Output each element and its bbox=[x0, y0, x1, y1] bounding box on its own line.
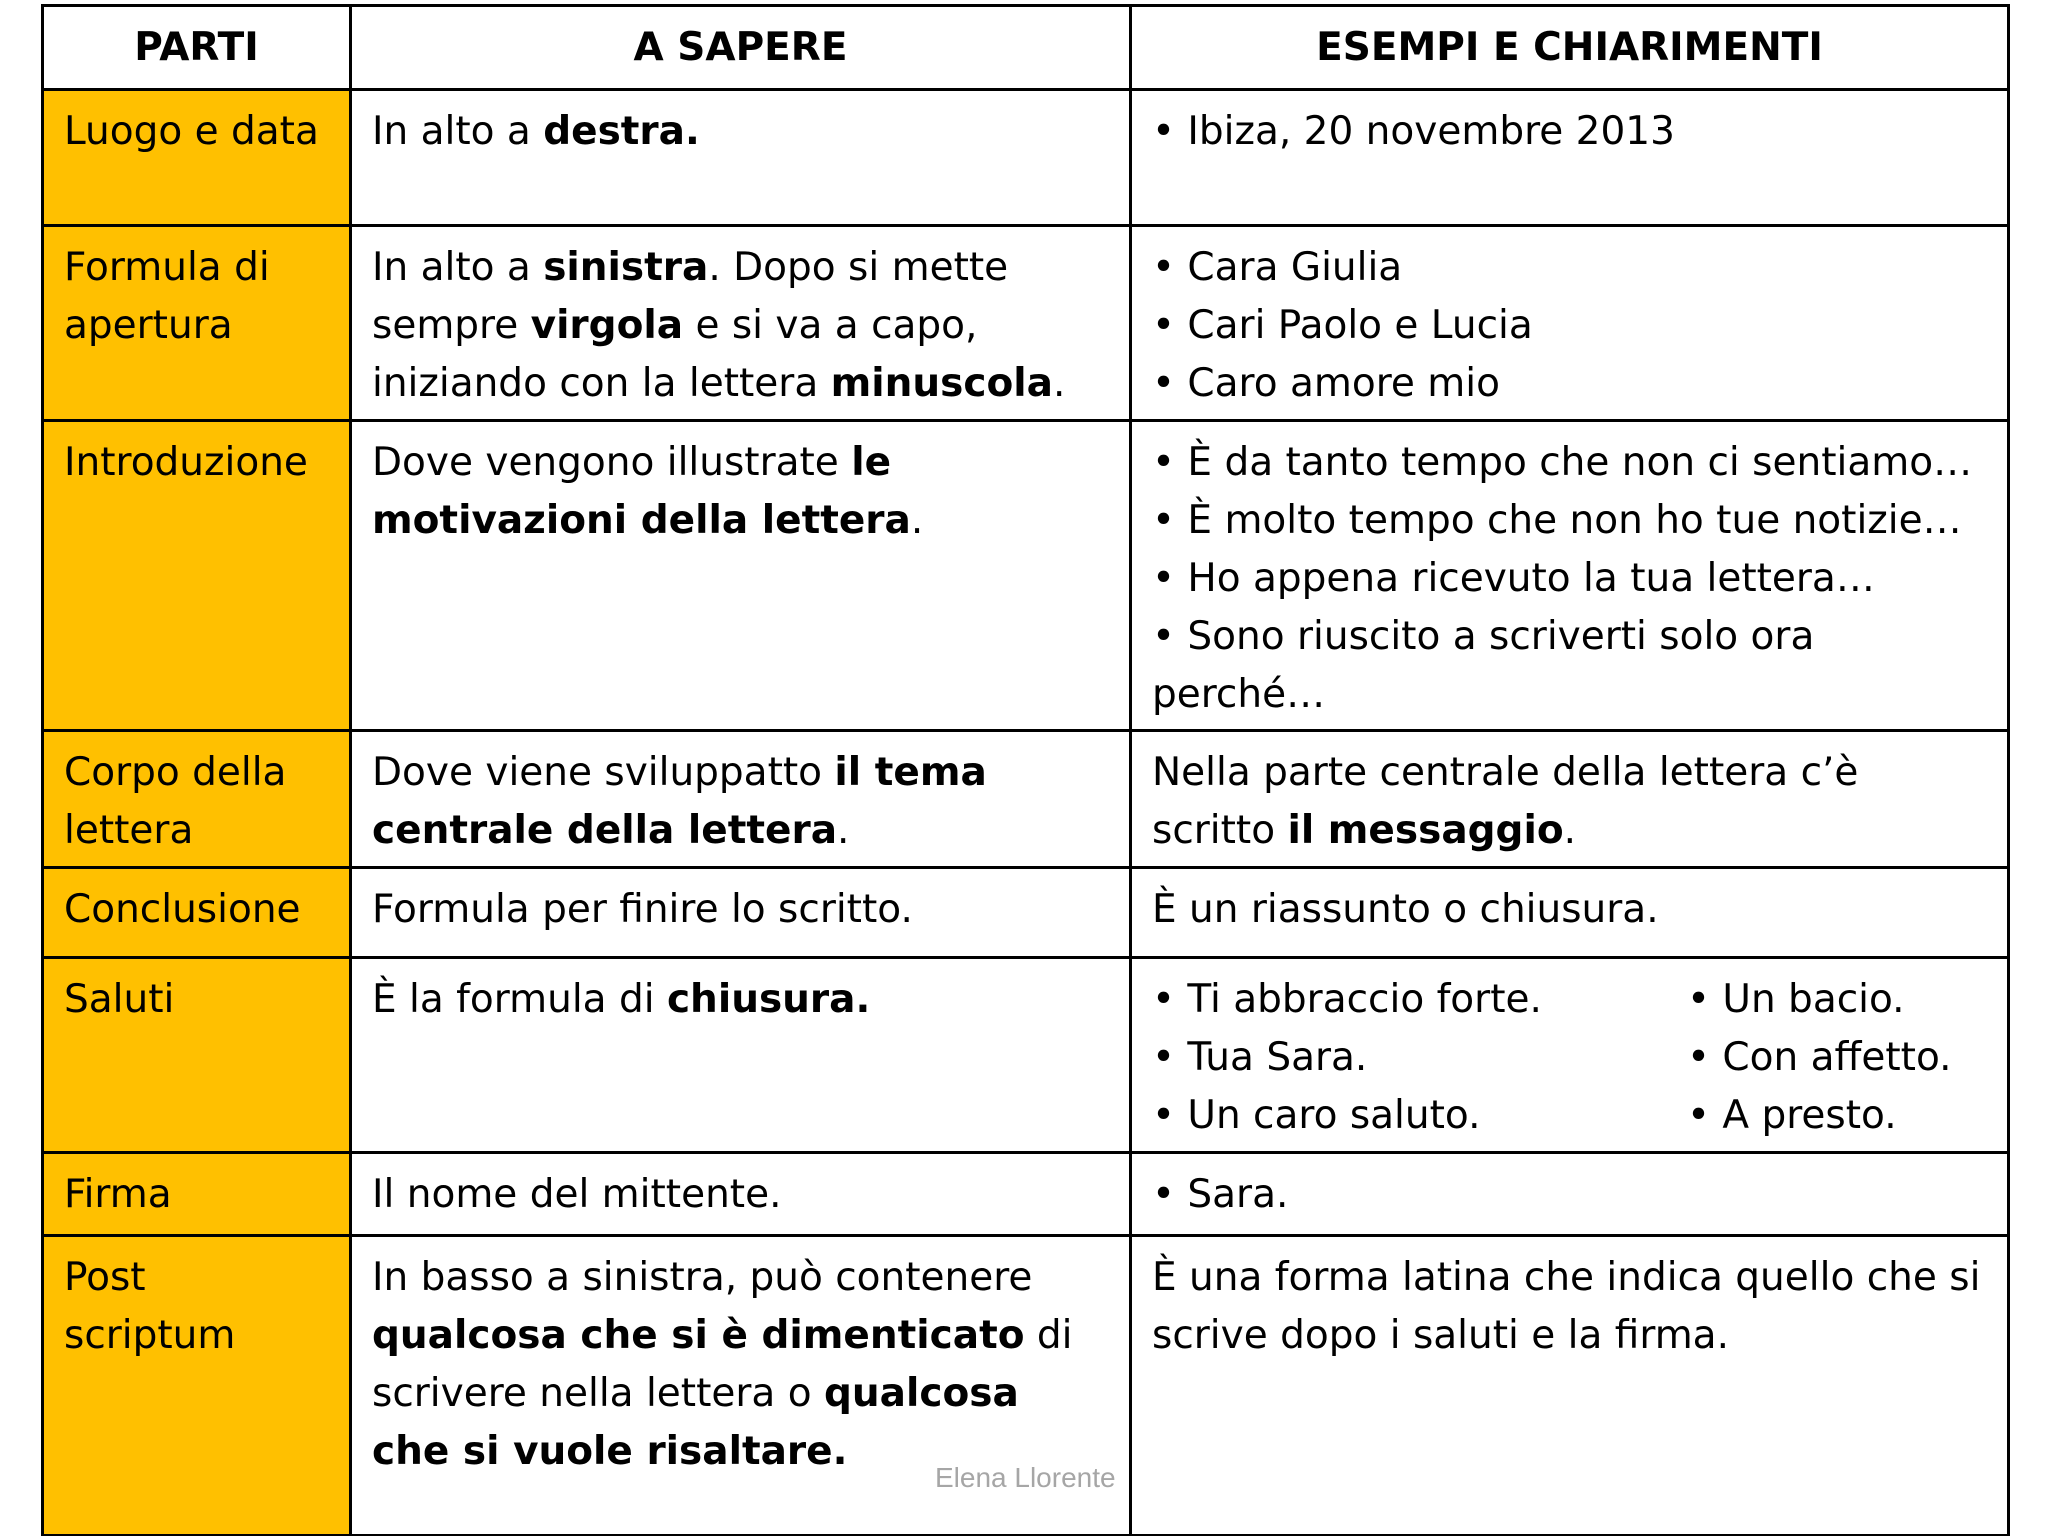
bold-text: le motivazioni della lettera bbox=[372, 440, 911, 543]
text-run: Formula per finire lo scritto. bbox=[372, 887, 913, 932]
part-cell: Luogo e data bbox=[43, 90, 351, 226]
example-line: • Un bacio. bbox=[1687, 977, 1905, 1022]
row-firma bbox=[43, 1153, 2009, 1236]
text-run: Il nome del mittente. bbox=[372, 1172, 782, 1217]
esempi-cell bbox=[1131, 868, 2009, 958]
example-line: • È da tanto tempo che non ci sentiamo… bbox=[1152, 440, 1973, 485]
part-cell: Introduzione bbox=[43, 421, 351, 731]
text-run: Dove vengono illustrate bbox=[372, 440, 852, 485]
bold-text: qualcosa che si vuole risaltare. bbox=[372, 1371, 1019, 1474]
sapere-cell bbox=[351, 90, 1131, 226]
bold-text: virgola bbox=[530, 303, 684, 348]
watermark: Elena Llorente bbox=[935, 1462, 1116, 1493]
example-line: • Sono riuscito a scriverti solo ora bbox=[1152, 614, 1815, 659]
sapere-cell bbox=[351, 421, 1131, 731]
text-run: . bbox=[1052, 361, 1066, 406]
saluti-left-list bbox=[1152, 971, 1672, 1145]
text-run: In basso a sinistra, può contenere bbox=[372, 1255, 1033, 1300]
bold-text: sinistra bbox=[543, 245, 709, 290]
example-line: • Sara. bbox=[1152, 1172, 1289, 1217]
text-run: È la formula di bbox=[372, 977, 667, 1022]
bold-text: destra. bbox=[543, 109, 700, 154]
part-cell: Formula di apertura bbox=[43, 226, 351, 421]
esempi-cell bbox=[1131, 1153, 2009, 1236]
text-run: In alto a bbox=[372, 109, 544, 154]
example-line: • Ibiza, 20 novembre 2013 bbox=[1152, 109, 1675, 154]
part-cell: Post scriptum bbox=[43, 1236, 351, 1536]
text-run: Nella parte centrale della lettera c’è scritto bbox=[1152, 750, 1859, 853]
sapere-cell bbox=[351, 1153, 1131, 1236]
bold-text: il tema centrale della lettera bbox=[372, 750, 987, 853]
letter-parts-table bbox=[41, 4, 2010, 1536]
part-cell: Saluti bbox=[43, 958, 351, 1153]
example-line: • Con affetto. bbox=[1687, 1035, 1952, 1080]
text-run: di scrivere nella lettera o bbox=[372, 1313, 1073, 1416]
row-formula-apertura bbox=[43, 226, 2009, 421]
header-esempi: ESEMPI E CHIARIMENTI bbox=[1131, 6, 2009, 90]
text-run: . Dopo si mette sempre bbox=[372, 245, 1009, 348]
header-a-sapere: A SAPERE bbox=[351, 6, 1131, 90]
text-run: Dove viene sviluppatto bbox=[372, 750, 835, 795]
header-parti: PARTI bbox=[43, 6, 351, 90]
example-line: • Cari Paolo e Lucia bbox=[1152, 303, 1533, 348]
text-run: . bbox=[1563, 808, 1577, 853]
esempi-cell bbox=[1131, 421, 2009, 731]
example-line: • Cara Giulia bbox=[1152, 245, 1403, 290]
bold-text: il messaggio bbox=[1287, 808, 1564, 853]
part-cell: Firma bbox=[43, 1153, 351, 1236]
example-line: • È molto tempo che non ho tue notizie… bbox=[1152, 498, 1962, 543]
bold-text: chiusura. bbox=[666, 977, 871, 1022]
text-run: . bbox=[837, 808, 850, 853]
esempi-cell bbox=[1131, 731, 2009, 868]
text-run: In alto a bbox=[372, 245, 544, 290]
row-corpo-lettera bbox=[43, 731, 2009, 868]
example-line: • A presto. bbox=[1687, 1093, 1897, 1138]
example-line: • Caro amore mio bbox=[1152, 361, 1500, 406]
example-line: • Ho appena ricevuto la tua lettera… bbox=[1152, 556, 1875, 601]
bold-text: qualcosa che si è dimenticato bbox=[372, 1313, 1025, 1358]
saluti-right-list bbox=[1687, 971, 1987, 1145]
example-line: • Un caro saluto. bbox=[1152, 1093, 1481, 1138]
esempi-cell bbox=[1131, 1236, 2009, 1536]
sapere-cell bbox=[351, 731, 1131, 868]
row-conclusione bbox=[43, 868, 2009, 958]
example-line: È un riassunto o chiusura. bbox=[1152, 887, 1659, 932]
text-run: e si va a capo, iniziando con la lettera bbox=[372, 303, 978, 406]
example-line: perché… bbox=[1152, 672, 1326, 717]
esempi-cell bbox=[1131, 90, 2009, 226]
example-line: • Ti abbraccio forte. bbox=[1152, 977, 1542, 1022]
bold-text: minuscola bbox=[830, 361, 1053, 406]
row-luogo-data bbox=[43, 90, 2009, 226]
header-row bbox=[43, 6, 2009, 90]
example-line: • Tua Sara. bbox=[1152, 1035, 1368, 1080]
text-run: È una forma latina che indica quello che si scrive dopo i saluti e la firma. bbox=[1152, 1255, 1981, 1358]
saluti-examples bbox=[1152, 971, 1987, 1145]
row-saluti bbox=[43, 958, 2009, 1153]
part-cell: Corpo della lettera bbox=[43, 731, 351, 868]
sapere-cell bbox=[351, 226, 1131, 421]
esempi-cell bbox=[1131, 958, 2009, 1153]
part-cell: Conclusione bbox=[43, 868, 351, 958]
esempi-cell bbox=[1131, 226, 2009, 421]
sapere-cell bbox=[351, 958, 1131, 1153]
sapere-cell bbox=[351, 868, 1131, 958]
text-run: . bbox=[910, 498, 924, 543]
row-introduzione bbox=[43, 421, 2009, 731]
